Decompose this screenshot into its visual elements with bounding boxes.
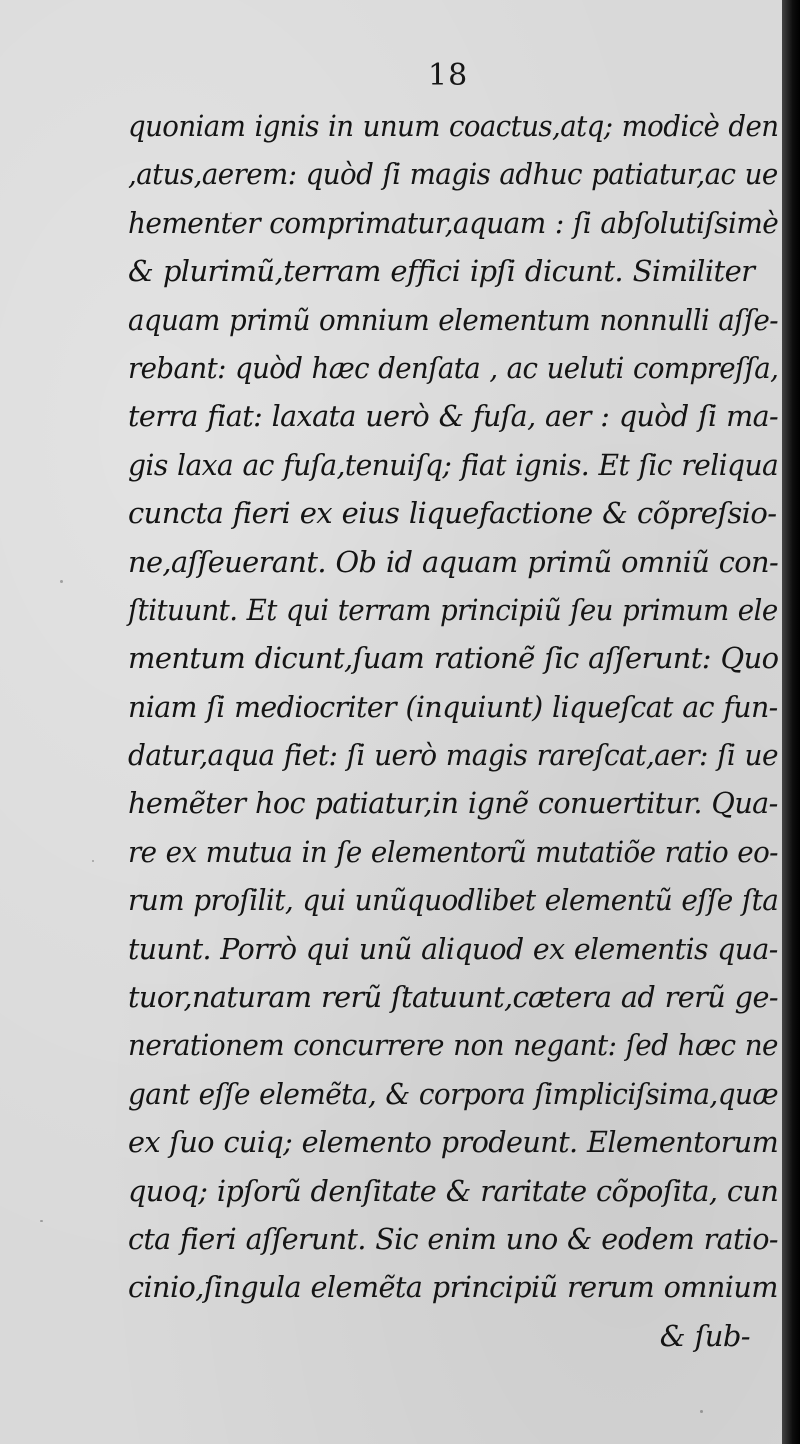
text-line: quoq; ipſorũ denſitate & raritate cõpoſita, cun <box>128 1173 779 1208</box>
text-line: mentum dicunt,ſuam rationẽ ſic aſſerunt: Quo <box>128 641 779 676</box>
text-line: nerationem concurrere non negant: ſed hæc ne <box>128 1028 778 1063</box>
text-line: ,atus,aerem: quòd ſi magis adhuc patiatur,ac ue <box>128 157 778 192</box>
text-line: quoniam ignis in unum coactus,atq; modicè den <box>128 109 779 143</box>
paper-speck <box>700 1410 703 1413</box>
page-number: 18 <box>428 58 469 93</box>
text-line: ſtituunt. Et qui terram principiũ ſeu primum ele <box>128 592 778 627</box>
text-line: cuncta fieri ex eius liquefactione & cõpreſsio- <box>128 496 777 531</box>
catchword: & ſub- <box>659 1318 750 1353</box>
text-line: ne,aſſeuerant. Ob id aquam primũ omniũ con- <box>128 544 779 579</box>
text-line: gis laxa ac fuſa,tenuiſq; fiat ignis. Et ſic reliqua <box>128 447 779 482</box>
paper-speck <box>60 580 63 583</box>
text-line: & plurimũ,terram effici ipſi dicunt. Similiter <box>128 254 755 289</box>
text-line: aquam primũ omnium elementum nonnulli aſſe- <box>128 302 779 337</box>
body-text <box>128 102 778 1360</box>
paper-speck <box>40 1220 43 1222</box>
text-line: terra fiat: laxata uerò & fuſa, aer : quòd ſi ma- <box>128 399 779 434</box>
text-line: rebant: quòd hæc denſata , ac ueluti compreſſa, <box>128 350 779 385</box>
text-line: niam ſi mediocriter (inquiunt) liqueſcat ac fun- <box>128 689 778 724</box>
text-line: rum proſilit, qui unũquodlibet elementũ eſſe ſta <box>128 883 779 918</box>
text-line: cta fieri aſſerunt. Sic enim uno & eodem ratio- <box>128 1221 778 1256</box>
text-line: tuor,naturam rerũ ſtatuunt,cætera ad rerũ ge- <box>128 980 778 1015</box>
text-line: hementer comprimatur,aquam : ſi abſolutiſsimè <box>128 205 779 240</box>
paper-speck <box>230 212 232 214</box>
text-line: re ex mutua in ſe elementorũ mutatiõe ratio eo- <box>128 834 778 869</box>
page-edge-shadow <box>782 0 800 1444</box>
text-line: cinio,ſingula elemẽta principiũ rerum omnium <box>128 1270 778 1305</box>
text-line: gant eſſe elemẽta, & corpora ſimpliciſsima,quæ <box>128 1076 778 1111</box>
text-line: datur,aqua fiet: ſi uerò magis rareſcat,aer: ſi ue <box>128 738 778 773</box>
text-line: tuunt. Porrò qui unũ aliquod ex elementis qua- <box>128 931 778 966</box>
text-line: hemẽter hoc patiatur,in ignẽ conuertitur. Qua- <box>128 786 778 821</box>
text-line: ex ſuo cuiq; elemento prodeunt. Elementorum <box>128 1125 779 1160</box>
paper-speck <box>92 860 94 862</box>
